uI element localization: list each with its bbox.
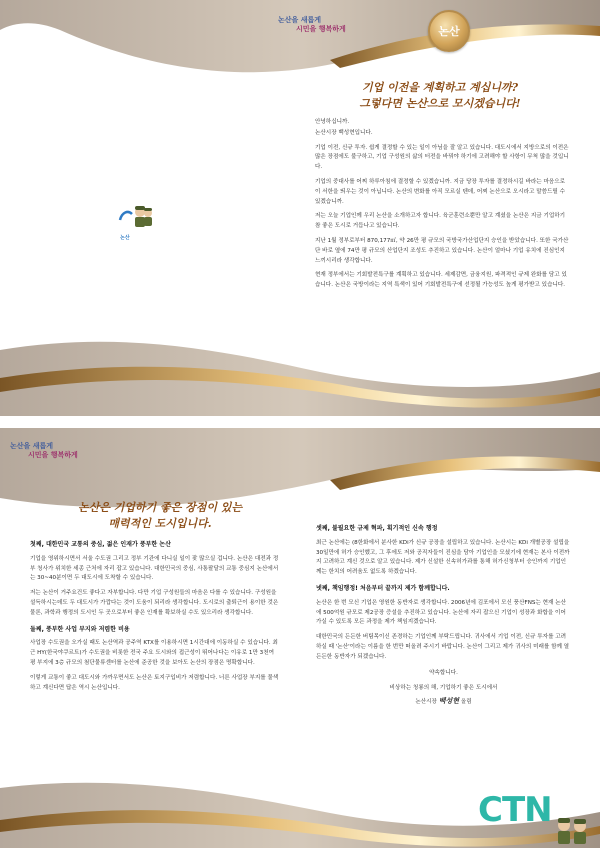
page1-headline: [320, 80, 560, 112]
gold-seal-emblem: [428, 10, 470, 52]
signature-title: 논산시장: [415, 699, 437, 706]
paragraph: 논산은 한 번 모신 기업은 영원한 동반자로 생각합니다. 2006년에 김포에서 모신 풍산FNS는 현재 논산에 500억원 규모로 제2공장 증설을 추진하고 있습니다. 논산에 자리 잡으신 기업이 성장과 화합을 이어가실 수 있도록 모든 과정을 제가 책임지겠습니다.: [316, 599, 567, 626]
paragraph: 지난 1월 정부로부터 870,177㎡, 약 26만 평 규모의 국방국가산업단지 승인을 받았습니다. 또한 국가산단 바로 옆에 74만 평 규모의 산업단지 조성도 추진하고 있습니다. 논산이 얼마나 기업 유치에 진심인지 느끼시리라 생각합니다.: [315, 237, 569, 264]
section-title: 넷째, 책임행정! 처음부터 끝까지 제가 함께합니다.: [316, 584, 450, 592]
page2-headline: [40, 500, 280, 532]
paragraph: 기업을 영위하시면서 서울 수도권 그리고 정부 기관에 다니실 일이 잦 많으실 겁니다. 논산은 대전과 정부 청사가 위치한 세종 근처에 자리 잡고 있습니다. 대한민국의 중심, 사통팔달의 교통 중심지 논산에서는 30~40분이면 두 대도시에 도착할 수 있습니다.: [30, 555, 279, 582]
sender-intro: 논산시장 백성현입니다.: [315, 129, 373, 136]
paragraph: 이렇게 교통이 좋고 대도시와 가까우면서도 논산은 토지구입비가 저렴합니다. 너른 사업장 부지를 물색하고 계신다면 답은 역시 논산입니다.: [30, 674, 279, 691]
closing-line: 비상하는 청룡의 해, 기업하기 좋은 도시에서: [389, 685, 498, 692]
headline-line-2: 그렇다면 논산으로 모시겠습니다!: [359, 97, 521, 110]
mascot-soldiers-icon: [552, 816, 592, 846]
paragraph: 저는 오늘 기업인께 우리 논산을 소개하고자 합니다. 육군훈련소뿐만 알고 계셨을 논산은 지금 기업하기 참 좋은 도시로 거듭나고 있습니다.: [315, 213, 566, 230]
page2-right-column: [316, 524, 571, 708]
page-divider: [0, 416, 600, 428]
greeting: 안녕하십니까.: [315, 119, 350, 125]
slogan-line-1: 논산을 새롭게: [278, 16, 322, 24]
paragraph: 현재 정부에서는 기회발전특구를 계획하고 있습니다. 세제감면, 금융지원, 파격적인 규제 완화를 담고 있습니다. 논산은 국방이라는 지역 특색이 있어 기회발전특구에 선정될 가능성도 높게 평가받고 있습니다.: [315, 272, 567, 289]
headline-line-1: 기업 이전을 계획하고 계십니까?: [361, 81, 519, 94]
mascot-caption: 논산: [120, 235, 130, 241]
paragraph: 대한민국의 든든한 버팀목이신 존경하는 기업인께 부탁드립니다. 귀사에서 기업 이전, 신규 투자를 고려하실 때 '논산'이라는 이름을 한 번만 떠올려 주시기 바랍니다. 논산이 그리고 제가 귀사의 미래를 함께 열 든든한 동반자가 되겠습니다.: [316, 634, 570, 660]
section-title: 둘째, 풍부한 사업 부지와 저렴한 비용: [30, 625, 130, 633]
signature-name: 백성현: [438, 696, 460, 706]
page1-body: [315, 118, 570, 296]
mascot-soldiers-corner: [552, 816, 592, 848]
headline-line-2: 매력적인 도시입니다.: [108, 517, 212, 530]
paragraph: 최근 논산에는 (8한화에서 분사한 KDi가 신규 공장을 설립하고 있습니다. 논산시는 KDi 개별공장 설립을 30일만에 허가 승인했고, 그 후에도 저와 공직자들이 진심을 담아 기업인을 모셨기에 현재는 본사 이전까지 고려하고 계신 것으로 알고 있습니다. 제가 신설한 신속허가과를 통해 허가신청부터 승인까지 기업인께는 한치의 어려움도 없도록 하겠습니다.: [316, 539, 570, 576]
ctn-logo: CTN: [478, 790, 552, 830]
paragraph: 기업 이전, 신규 투자. 쉽게 결정할 수 있는 일이 아님을 잘 알고 있습니다. 대도시에서 지방으로의 이전은 많은 장점에도 불구하고, 기업 구성원의 삶의 터전을 바꿔야 하기에 고려해야 할 사항이 무척 많을 것입니다.: [315, 144, 569, 171]
letter-page-2: [0, 428, 600, 848]
promise-line: 약속합니다.: [429, 669, 458, 676]
seal-text: 논산: [438, 25, 460, 38]
slogan-line-1: 논산을 새롭게: [10, 442, 54, 450]
slogan-line-2: 시민을 행복하게: [28, 451, 78, 459]
city-slogan-logo: [278, 16, 346, 34]
paragraph: 기업의 중대사를 어찌 하루아침에 결정할 수 있겠습니까. 지금 당장 투자를 결정하시길 바라는 마음으로 이 서한을 띄우는 것이 아닙니다. 논산의 변화를 아직 모르실 텐데, 어찌 논산으로 오시라고 말씀드릴 수 있겠습니까.: [315, 178, 566, 205]
paragraph: 사업장 수도권을 오가실 때도 논산역과 공주역 KTX를 이용하시면 1시간대에 이동하실 수 있습니다. 최근 HY(한국야쿠르트)가 수도권을 비롯한 전국 주요 도시와의 접근성이 뛰어나다는 이유로 1만 3천여 평 부지에 3층 규모의 첨단물류센터를 논산에 준공한 것을 보아도 논산의 장점은 명확합니다.: [30, 640, 278, 666]
signature-suffix: 올림: [460, 699, 472, 706]
section-title: 첫째, 대한민국 교통의 중심, 젊은 인재가 풍부한 논산: [30, 541, 171, 548]
headline-line-1: 논산은 기업하기 좋은 장점이 있는: [77, 501, 243, 514]
letter-page-1: [0, 0, 600, 416]
page2-left-column: [30, 540, 280, 698]
section-title: 셋째, 불필요한 규제 혁파, 획기적인 신속 행정: [316, 525, 438, 532]
slogan-line-2: 시민을 행복하게: [296, 25, 346, 33]
city-slogan-logo: [10, 442, 78, 460]
mascot-logo: [118, 204, 152, 241]
paragraph: 저는 논산이 거주요건도 좋다고 자부합니다. 다만 기업 구성원들의 마음은 다를 수 있습니다. 구성원을 설득하시는데도 두 대도시가 가깝다는 것이 도움이 되리라 생각합니다. 도시로의 출퇴근이 용이한 것은 물론, 과학과 행정의 도시인 두 곳으로부터 좋은 인재를 확보하실 수도 있으리라 생각합니다.: [30, 590, 279, 616]
mascot-soldiers-icon: [118, 204, 152, 230]
signature-block: [316, 696, 571, 708]
